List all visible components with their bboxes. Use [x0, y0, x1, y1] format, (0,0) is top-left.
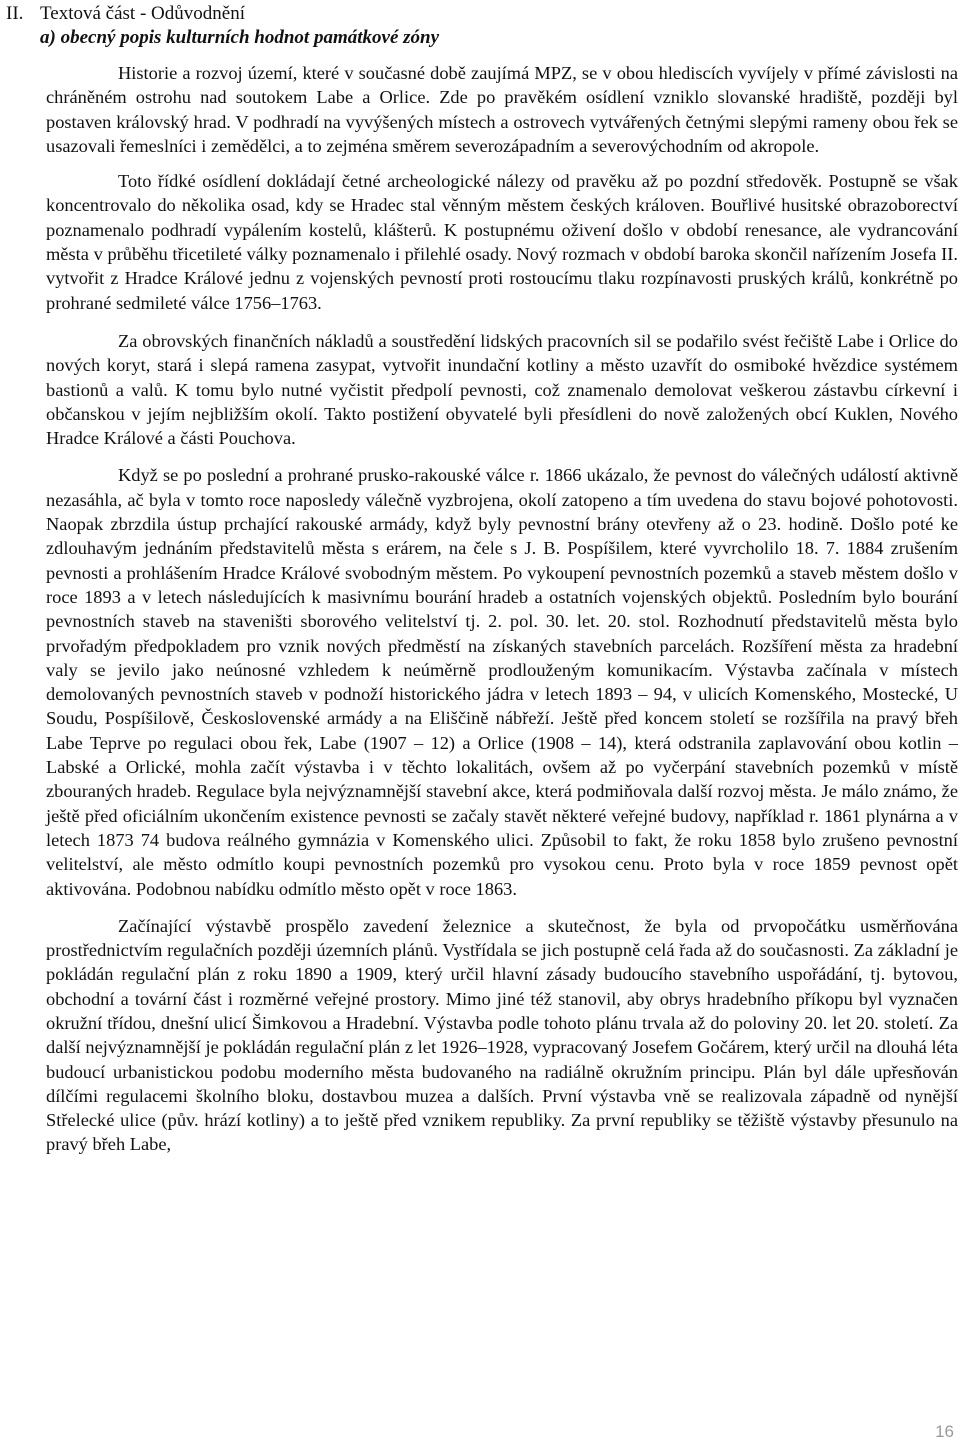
paragraph: Toto řídké osídlení dokládají četné archeologické nálezy od pravěku až po pozdní středověk. Postupně se však koncentrovalo do několika osad, kdy se Hradec stal věnným městem českých královen. Bouřlivé husitské obrazoborectví poznamenalo podhradí vypálením kostelů, klášterů. K postupnému oživení došlo v období renesance, ale vydrancování města v průběhu třicetileté války poznamenalo i přilehlé osady. Nový rozmach v období baroka skončil nařízením Josefa II. vytvořit z Hradce Králové jednu z vojenských pevností proti rostoucímu tlaku rozpínavosti pruských králů, konkrétně po prohrané sedmileté válce 1756–1763. [46, 171, 958, 313]
section-heading [6, 2, 245, 26]
paragraph: Začínající výstavbě prospělo zavedení železnice a skutečnost, že byla od prvopočátku usměrňována prostřednictvím regulačních později územních plánů. Vystřídala se jich postupně celá řada až do současnosti. Za základní je pokládán regulační plán z roku 1890 a 1909, který určil hlavní zásady budoucího stavebního uspořádání, tj. bytovou, obchodní a tovární část i rozměrné veřejné prostory. Mimo jiné též stanovil, aby obrys hradebního příkopu byl vyznačen okružní třídou, dnešní ulicí Šimkovou a Hradební. Výstavba podle tohoto plánu trvala až do poloviny 20. let 20. století. Za další nejvýznamnější je pokládán regulační plán z let 1926–1928, vypracovaný Josefem Gočárem, který určil na dlouhá léta budoucí urbanistickou podobu moderního města budovaného na radiálně okružním principu. Plán byl dále upřesňován dílčími regulacemi školního bloku, dostavbou muzea a dalších. První výstavba vně se realizovala západně od nynější Střelecké ulice (pův. hrází kotliny) a to ještě před vznikem republiky. Za první republiky se těžiště výstavby přesunulo na pravý břeh Labe, [46, 915, 958, 1155]
section-number: II. [6, 3, 24, 24]
paragraph: Historie a rozvoj území, které v současné době zaujímá MPZ, se v obou hlediscích vyvíjely v přímé závislosti na chráněném ostrohu nad soutokem Labe a Orlice. Zde po pravěkém osídlení vzniklo slovanské hradiště, později byl postaven královský hrad. V podhradí na vyvýšených místech a ostrovech vytvářených četnými slepými rameny obou řek se usazovali řemeslníci i zemědělci, a to zejména směrem severozápadním a severovýchodním od akropole. [46, 63, 958, 156]
section-title: Textová část - Odůvodnění [40, 3, 245, 24]
paragraph: Za obrovských finančních nákladů a soustředění lidských pracovních sil se podařilo svést řečiště Labe i Orlice do nových koryt, stará i slepá ramena zasypat, vytvořit inundační kotliny a město uzavřít do osmiboké hvězdice systémem bastionů a valů. K tomu bylo nutné vyčistit předpolí pevnosti, což znamenalo demolovat veškerou zástavbu církevní i občanskou v jejím nejbližším okolí. Takto postižení obyvatelé byli přesídleni do nově založených obcí Kuklen, Nového Hradce Králové a části Pouchova. [46, 330, 958, 449]
body-text [46, 61, 958, 1157]
paragraph: Když se po poslední a prohrané prusko-rakouské válce r. 1866 ukázalo, že pevnost do válečných událostí aktivně nezasáhla, ač byla v tomto roce naposledy válečně vyzbrojena, okolí zatopeno a tím uvedena do stavu bojové pohotovosti. Naopak zbrzdila ústup prchající rakouské armády, když byly pevnostní brány otevřeny až o 23. hodině. Došlo poté ke zdlouhavým jednáním představitelů města s erárem, na čele s J. B. Pospíšilem, které vyvrcholilo 18. 7. 1884 zrušením pevnosti a prohlášením Hradce Králové svobodným městem. Po vykoupení pevnostních pozemků a staveb městem došlo v roce 1893 a v letech následujících k masivnímu bourání hradeb a ostatních vojenských objektů. Posledním bylo bourání pevnostních staveb na staveništi sborového velitelství tj. 2. pol. 30. let. 20. stol. Rozhodnutí představitelů města bylo prvořadým předpokladem pro vznik nových předměstí na získaných stavebních parcelách. Rozšíření města za hradební valy se jevilo jako neúnosné vzhledem k neúměrně prodlouženým komunikacím. Výstavba začínala v místech demolovaných pevnostních staveb v podnoží historického jádra v letech 1893 – 94, v ulicích Komenského, Mostecké, U Soudu, Pospíšilově, Československé armády a na Eliščině nábřeží. Ještě před koncem století se rozšířila na pravý břeh Labe Teprve po regulaci obou řek, Labe (1907 – 12) a Orlice (1908 – 14), která odstranila zaplavování obou kotlin – Labské a Orlické, mohla začít výstavba i v těchto lokalitách, ovšem až po vyčerpání stavebních pozemků v místě zbouraných hradeb. Regulace byla nejvýznamnější stavební akce, která podmiňovala další rozvoj města. Je málo známo, že ještě před oficiálním ukončením existence pevnosti se začaly stavět některé veřejné budovy, například r. 1861 plynárna a v letech 1873 74 budova reálného gymnázia v Komenského ulici. Způsobil to fakt, že roku 1858 bylo zrušeno pevnostní velitelství, ale město odmítlo koupi pevnostních pozemků pro vysokou cenu. Proto byla v roce 1859 pevnost opět aktivována. Podobnou nabídku odmítlo město opět v roce 1863. [46, 465, 958, 899]
subsection-title: a) obecný popis kulturních hodnot památkové zóny [40, 27, 440, 48]
page-number: 16 [935, 1422, 954, 1441]
